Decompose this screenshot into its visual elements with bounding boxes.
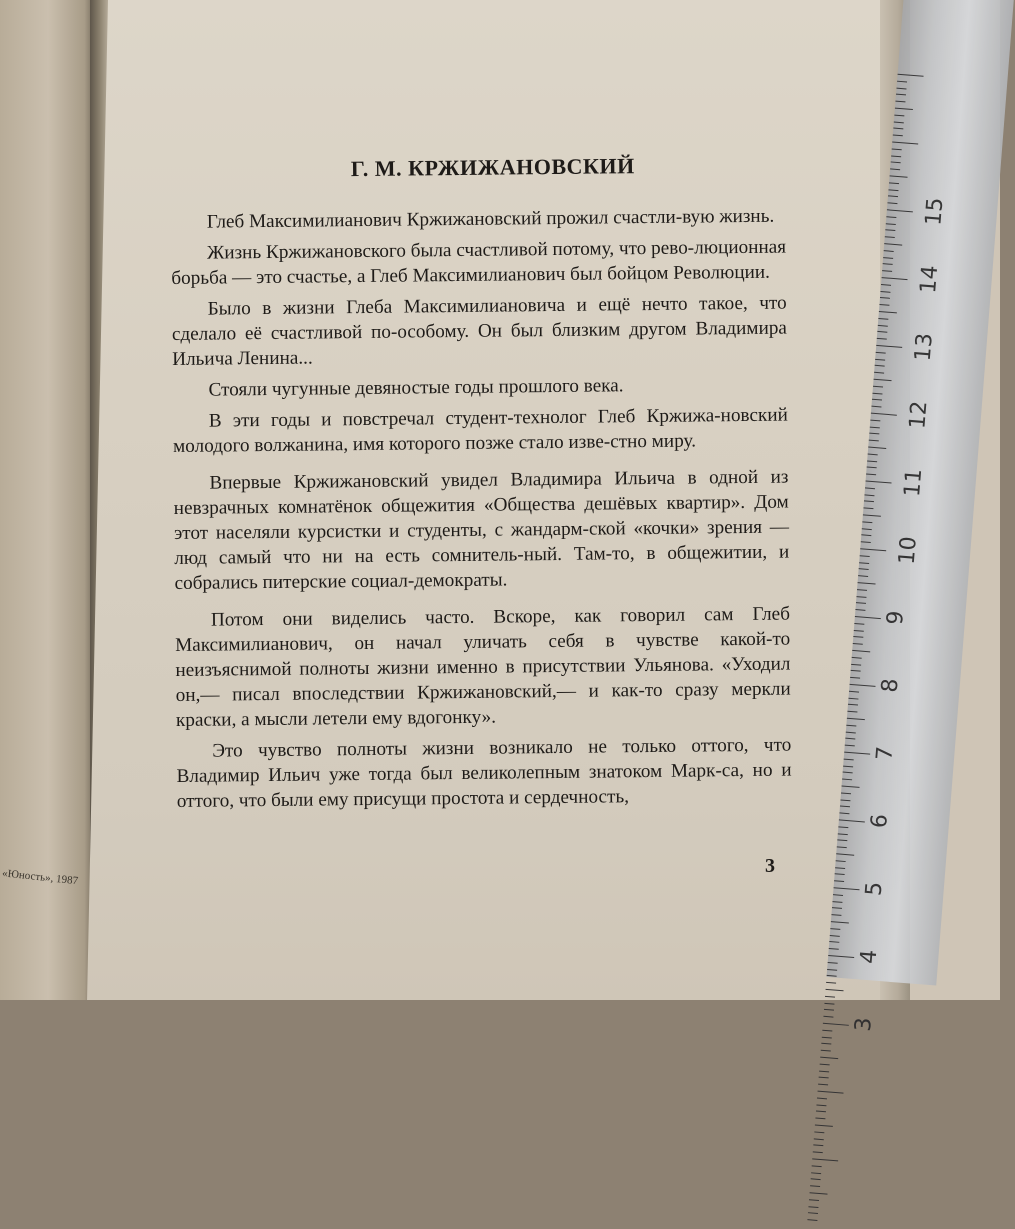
- ruler-tick: [830, 928, 840, 930]
- ruler-tick: [879, 311, 897, 313]
- ruler-tick: [886, 216, 896, 218]
- ruler-tick: [869, 433, 879, 435]
- ruler-tick: [859, 562, 869, 564]
- paragraph: Потом они виделись часто. Вскоре, как говорил сам Глеб Максимилианович, он начал уличать себя в чувстве какой-то неизъяснимой полноты жизни именно в присутствии Ульянова. «Уходил он,— писал впоследствии Кржижановский,— и как-то сразу меркли краски, а мысли летели ему вдогонку».: [175, 603, 791, 731]
- ruler-tick: [863, 514, 881, 516]
- ruler-tick: [889, 182, 899, 184]
- ruler-number: 15: [921, 196, 949, 227]
- paragraph: Глеб Максимилианович Кржижановский прожил счастли-вую жизнь.: [206, 205, 775, 233]
- ruler-tick: [829, 941, 839, 943]
- page-text: [170, 144, 792, 820]
- ruler-tick: [890, 169, 900, 171]
- ruler-tick: [895, 108, 913, 110]
- ruler-tick: [843, 765, 853, 767]
- ruler-tick: [858, 575, 868, 577]
- ruler-tick: [854, 630, 864, 632]
- ruler-tick: [828, 955, 854, 958]
- ruler-tick: [856, 596, 866, 598]
- ruler-tick: [898, 74, 924, 77]
- ruler-tick: [831, 921, 849, 923]
- ruler-tick: [839, 813, 849, 815]
- ruler-number: 14: [916, 264, 944, 295]
- ruler-tick: [820, 1057, 838, 1059]
- ruler-tick: [884, 250, 894, 252]
- ruler-tick: [882, 270, 892, 272]
- ruler-tick: [819, 1077, 829, 1079]
- ruler-tick: [872, 392, 882, 394]
- ruler-tick: [859, 569, 869, 571]
- ruler-tick: [877, 338, 887, 340]
- ruler-tick: [848, 704, 858, 706]
- ruler-tick: [839, 819, 865, 822]
- ruler-tick: [878, 318, 888, 320]
- ruler-tick: [823, 1016, 833, 1018]
- ruler-tick: [827, 975, 837, 977]
- ruler-tick: [840, 806, 850, 808]
- ruler-tick: [850, 677, 860, 679]
- ruler-tick: [893, 128, 903, 130]
- ruler-tick: [861, 541, 871, 543]
- ruler-tick: [832, 901, 842, 903]
- ruler-tick: [879, 304, 889, 306]
- ruler-tick: [891, 162, 901, 164]
- ruler-tick: [885, 230, 895, 232]
- ruler-tick: [833, 894, 843, 896]
- ruler-tick: [895, 101, 905, 103]
- ruler-tick: [881, 284, 891, 286]
- left-page-imprint: «Юность», 1987: [1, 867, 79, 888]
- ruler-tick: [811, 1172, 821, 1174]
- ruler-number: 3: [850, 1016, 877, 1033]
- ruler-tick: [812, 1165, 822, 1167]
- paragraph: Стояли чугунные девяностые годы прошлого века.: [208, 375, 624, 401]
- ruler-number: 7: [872, 745, 899, 762]
- ruler-tick: [875, 358, 885, 360]
- ruler-tick: [893, 135, 903, 137]
- ruler-tick: [827, 969, 837, 971]
- ruler-tick: [822, 1030, 832, 1032]
- ruler-tick: [814, 1138, 824, 1140]
- ruler-tick: [855, 609, 865, 611]
- ruler-tick: [845, 745, 855, 747]
- ruler-tick: [864, 494, 874, 496]
- ruler-tick: [852, 657, 862, 659]
- ruler-tick: [876, 345, 902, 348]
- ruler-tick: [860, 555, 870, 557]
- ruler-tick: [828, 962, 838, 964]
- ruler-tick: [816, 1111, 826, 1113]
- ruler-number: 9: [882, 609, 909, 626]
- ruler-tick: [869, 440, 879, 442]
- ruler-tick: [862, 521, 872, 523]
- ruler-tick: [878, 325, 888, 327]
- ruler-tick: [871, 406, 881, 408]
- ruler-tick: [821, 1050, 831, 1052]
- ruler-tick: [840, 799, 850, 801]
- ruler-tick: [824, 1002, 834, 1004]
- ruler-tick: [868, 447, 886, 449]
- ruler-tick: [880, 297, 890, 299]
- ruler-tick: [844, 752, 870, 755]
- ruler-tick: [844, 758, 854, 760]
- ruler-tick: [886, 223, 896, 225]
- ruler-tick: [894, 114, 904, 116]
- page-number: 3: [765, 855, 775, 877]
- ruler-tick: [831, 914, 841, 916]
- ruler-tick: [896, 94, 906, 96]
- ruler-tick: [887, 202, 897, 204]
- ruler-number: 11: [900, 467, 928, 498]
- ruler-tick: [867, 460, 877, 462]
- ruler-tick: [866, 480, 892, 483]
- ruler-tick: [871, 413, 897, 416]
- ruler-tick: [823, 1023, 849, 1026]
- ruler-tick: [883, 257, 893, 259]
- ruler-tick: [896, 87, 906, 89]
- ruler-tick: [816, 1104, 826, 1106]
- ruler-tick: [836, 860, 846, 862]
- ruler-tick: [880, 291, 890, 293]
- paragraph: В эти годы и повстречал студент-технолог Глеб Кржижа-новский молодого волжанина, имя которого позже стало изве-стно миру.: [172, 404, 788, 457]
- ruler-tick: [835, 874, 845, 876]
- paragraph: Впервые Кржижановский увидел Владимира Ильича в одной из невзрачных комнатёнок общежития «Общества дешёвых квартир». Дом этот населяли курсистки и студенты, с жандарм-ской «кочки» зрения — люд самый что ни на есть сомнитель-ный. Там-то, в общежитии, и собрались питерские социал-демократы.: [173, 466, 790, 594]
- ruler-number: 6: [866, 813, 893, 830]
- ruler-tick: [872, 399, 882, 401]
- ruler-tick: [807, 1219, 817, 1221]
- ruler-tick: [858, 582, 876, 584]
- ruler-tick: [822, 1036, 832, 1038]
- ruler-tick: [870, 426, 880, 428]
- ruler-tick: [855, 616, 881, 619]
- ruler-tick: [854, 623, 864, 625]
- ruler-tick: [820, 1063, 830, 1065]
- ruler-tick: [815, 1124, 833, 1126]
- chapter-title: Г. М. КРЖИЖАНОВСКИЙ: [350, 153, 635, 182]
- ruler-tick: [837, 840, 847, 842]
- ruler-tick: [837, 847, 847, 849]
- ruler-tick: [885, 236, 895, 238]
- ruler-tick: [812, 1158, 838, 1161]
- ruler-tick: [834, 887, 860, 890]
- ruler-tick: [815, 1118, 825, 1120]
- ruler-tick: [842, 779, 852, 781]
- ruler-tick: [877, 331, 887, 333]
- ruler-tick: [850, 684, 876, 687]
- ruler-tick: [808, 1206, 818, 1208]
- ruler-tick: [834, 880, 844, 882]
- ruler-tick: [836, 853, 854, 855]
- ruler-tick: [897, 80, 907, 82]
- ruler-tick: [865, 487, 875, 489]
- ruler-number: 8: [877, 677, 904, 694]
- ruler-tick: [817, 1097, 827, 1099]
- ruler-tick: [853, 636, 863, 638]
- paragraph: Это чувство полноты жизни возникало не только оттого, что Владимир Ильич уже тогда был великолепным знатоком Марк-са, но и оттого, что были ему присущи простота и сердечность,: [176, 734, 792, 812]
- ruler-tick: [863, 508, 873, 510]
- ruler-tick: [887, 209, 913, 212]
- ruler-tick: [824, 1009, 834, 1011]
- ruler-tick: [811, 1179, 821, 1181]
- ruler-tick: [874, 372, 884, 374]
- ruler-tick: [888, 189, 898, 191]
- ruler-number: 5: [861, 880, 888, 897]
- ruler-tick: [868, 453, 878, 455]
- ruler-tick: [848, 697, 858, 699]
- ruler-tick: [830, 935, 840, 937]
- ruler-tick: [884, 243, 902, 245]
- ruler-tick: [829, 948, 839, 950]
- ruler-tick: [849, 691, 859, 693]
- ruler-tick: [856, 602, 866, 604]
- ruler-tick: [809, 1199, 819, 1201]
- ruler-tick: [875, 365, 885, 367]
- ruler-tick: [853, 643, 863, 645]
- ruler-tick: [860, 548, 886, 551]
- ruler-tick: [888, 196, 898, 198]
- ruler-tick: [876, 352, 886, 354]
- ruler-number: 4: [856, 948, 883, 965]
- ruler-tick: [835, 867, 845, 869]
- ruler-tick: [866, 474, 876, 476]
- ruler-tick: [832, 908, 842, 910]
- ruler-tick: [814, 1131, 824, 1133]
- ruler-tick: [810, 1185, 820, 1187]
- ruler-tick: [808, 1213, 818, 1215]
- ruler-tick: [874, 379, 892, 381]
- ruler-number: 12: [905, 399, 933, 430]
- ruler-tick: [867, 467, 877, 469]
- ruler-tick: [883, 264, 893, 266]
- ruler-tick: [813, 1152, 823, 1154]
- paragraph: Было в жизни Глеба Максимилиановича и ещё нечто такое, что сделало её счастливой по-особому. Он был близким другом Владимира Ильича Ленина...: [171, 292, 788, 370]
- ruler-tick: [892, 142, 918, 145]
- ruler-tick: [818, 1084, 828, 1086]
- ruler-tick: [851, 663, 861, 665]
- ruler-tick: [890, 175, 908, 177]
- ruler-tick: [821, 1043, 831, 1045]
- ruler-tick: [882, 277, 908, 280]
- ruler-tick: [873, 386, 883, 388]
- ruler-tick: [891, 155, 901, 157]
- ruler-number: 10: [894, 535, 922, 566]
- ruler-tick: [862, 528, 872, 530]
- ruler-tick: [841, 792, 851, 794]
- left-facing-page: [0, 0, 96, 1000]
- ruler-tick: [819, 1070, 829, 1072]
- ruler-number: 13: [910, 332, 938, 363]
- ruler-tick: [851, 670, 861, 672]
- ruler-tick: [846, 724, 856, 726]
- ruler-tick: [864, 501, 874, 503]
- ruler-tick: [852, 650, 870, 652]
- ruler-tick: [861, 535, 871, 537]
- ruler-tick: [818, 1091, 844, 1094]
- paragraph: Жизнь Кржижановского была счастливой потому, что рево-люционная борьба — это счастье, а Глеб Максимилианович был бойцом Революции.: [171, 236, 787, 289]
- ruler-tick: [843, 772, 853, 774]
- ruler-tick: [870, 419, 880, 421]
- ruler-tick: [838, 833, 848, 835]
- ruler-tick: [810, 1192, 828, 1194]
- ruler-tick: [847, 718, 865, 720]
- ruler-tick: [892, 148, 902, 150]
- ruler-tick: [894, 121, 904, 123]
- ruler-tick: [847, 711, 857, 713]
- ruler-tick: [838, 826, 848, 828]
- ruler-tick: [857, 589, 867, 591]
- ruler-tick: [845, 738, 855, 740]
- ruler-tick: [813, 1145, 823, 1147]
- ruler-tick: [846, 731, 856, 733]
- ruler-tick: [842, 786, 860, 788]
